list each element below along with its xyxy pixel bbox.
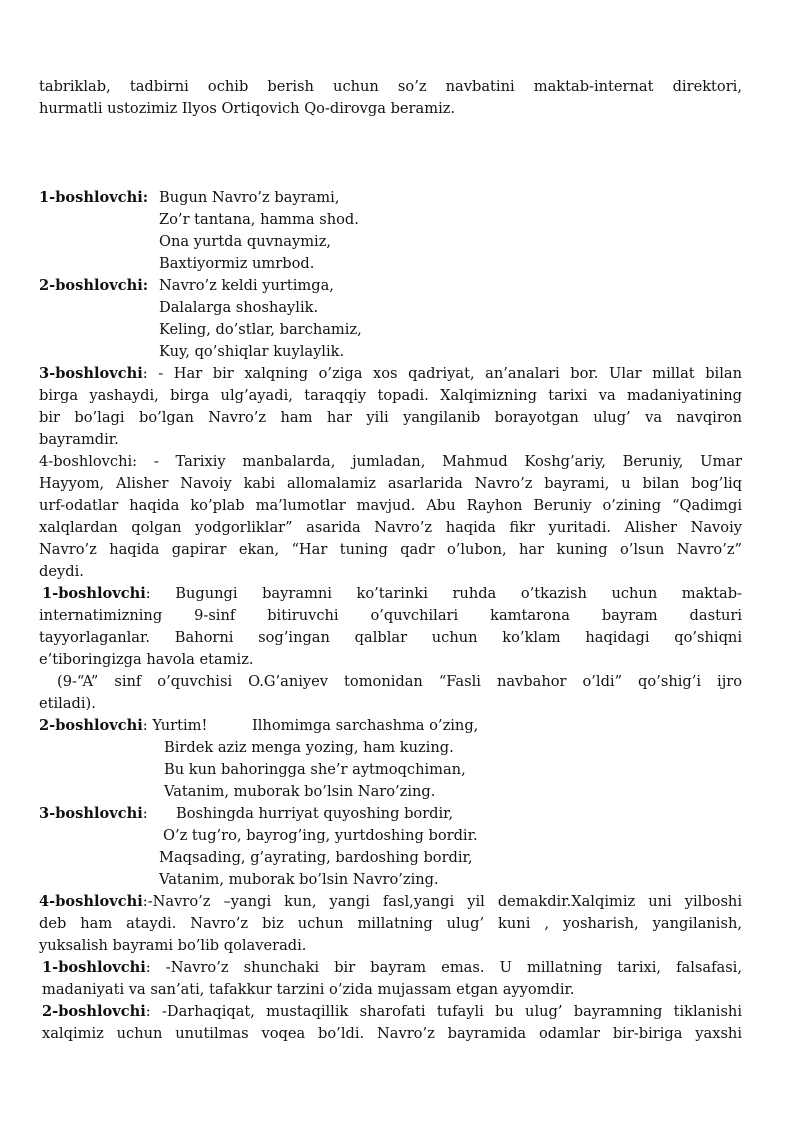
text-line: : - Har bir xalqning o’ziga xos qadriyat, an’analari bor. Ular millat bilan bbox=[142, 365, 742, 382]
verse-line: O’z tug’ro, bayrog’ing, yurtdoshing bordir. bbox=[163, 827, 478, 844]
stage-note bbox=[57, 671, 742, 693]
verse-line: Birdek aziz menga yozing, ham kuzing. bbox=[164, 739, 454, 756]
text-line: : -Darhaqiqat, mustaqillik sharofati tufayli bu ulug’ bayramning tiklanishi bbox=[145, 1003, 742, 1020]
speaker-line bbox=[39, 803, 148, 825]
verse-line: Ona yurtda quvnaymiz, bbox=[159, 233, 332, 250]
speaker-separator: : Yurtim! bbox=[142, 717, 208, 734]
verse-line: Kuy, qo’shiqlar kuylaylik. bbox=[159, 343, 345, 360]
speaker-label: 1-boshlovchi bbox=[42, 585, 146, 602]
text-line: 4-boshlovchi: - Tarixiy manbalarda, jumladan, Mahmud Koshg’ariy, Beruniy, Umar bbox=[39, 453, 742, 470]
verse-line: Dalalarga shoshaylik. bbox=[159, 299, 319, 316]
speaker-label: 1-boshlovchi bbox=[42, 959, 146, 976]
text-line: : -Navro’z shunchaki bir bayram emas. U millatning tarixi, falsafasi, bbox=[145, 959, 742, 976]
verse-line: Bugun Navro’z bayrami, bbox=[159, 189, 340, 206]
verse-line: Maqsading, g’ayrating, bardoshing bordir, bbox=[159, 849, 473, 866]
text-line: xalqlardan qolgan yodgorliklar” asarida Navro’z haqida fikr yuritadi. Alisher Navoiy bbox=[39, 519, 742, 536]
text-line: tayyorlaganlar. Bahorni sog’ingan qalblar uchun ko’klam haqidagi qo’shiqni bbox=[39, 629, 742, 646]
verse-line: Bu kun bahoringga she’r aytmoqchiman, bbox=[164, 761, 466, 778]
text-line: hurmatli ustozimiz Ilyos Ortiqovich Qo-dirovga beramiz. bbox=[39, 100, 456, 117]
speaker-label: 2-boshlovchi bbox=[42, 1003, 146, 1020]
speaker-paragraph bbox=[39, 891, 742, 957]
text-line: madaniyati va san’ati, tafakkur tarzini o’zida mujassam etgan ayyomdir. bbox=[42, 981, 575, 998]
text-line: xalqimiz uchun unutilmas voqea bo’ldi. Navro’z bayramida odamlar bir-biriga yaxshi bbox=[42, 1025, 742, 1042]
intro-paragraph bbox=[39, 76, 742, 120]
verse-line: Vatanim, muborak bo’lsin Naro’zing. bbox=[164, 783, 436, 800]
speaker-label: 2-boshlovchi: bbox=[39, 277, 149, 294]
speaker-paragraph-cont bbox=[39, 605, 742, 671]
text-line: birga yashaydi, birga ulg’ayadi, taraqqiy topadi. Xalqimizning tarixi va madaniyatining bbox=[39, 387, 742, 404]
speaker-label: 3-boshlovchi bbox=[39, 805, 143, 822]
text-line: Navro’z haqida gapirar ekan, “Har tuning qadr o’lubon, har kuning o’lsun Navro’z” bbox=[39, 541, 742, 558]
text-line: yuksalish bayrami bo’lib qolaveradi. bbox=[39, 937, 307, 954]
verse-line: Zo’r tantana, hamma shod. bbox=[159, 211, 359, 228]
text-line: bayramdir. bbox=[39, 431, 119, 448]
text-line: bir bo’lagi bo’lgan Navro’z ham har yili yangilanib borayotgan ulug’ va navqiron bbox=[39, 409, 742, 426]
speaker-paragraph bbox=[39, 451, 742, 583]
verse-line: Baxtiyormiz umrbod. bbox=[159, 255, 315, 272]
verse-line: Boshingda hurriyat quyoshing bordir, bbox=[176, 805, 454, 822]
verse-line: Vatanim, muborak bo’lsin Navro’zing. bbox=[159, 871, 439, 888]
speaker-line bbox=[39, 715, 207, 737]
speaker-paragraph bbox=[39, 363, 742, 451]
speaker-label: 1-boshlovchi: bbox=[39, 189, 149, 206]
text-line: : Bugungi bayramni ko’tarinki ruhda o’tkazish uchun maktab- bbox=[145, 585, 742, 602]
text-line: :-Navro’z –yangi kun, yangi fasl,yangi yil demakdir.Xalqimiz uni yilboshi bbox=[142, 893, 742, 910]
speaker-label: 2-boshlovchi bbox=[39, 717, 143, 734]
speaker-paragraph bbox=[42, 957, 742, 979]
text-line: urf-odatlar haqida ko’plab ma’lumotlar mavjud. Abu Rayhon Beruniy o’zining “Qadimgi bbox=[39, 497, 742, 514]
verse-line: Ilhomimga sarchashma o’zing, bbox=[252, 717, 479, 734]
text-line: etiladi). bbox=[39, 695, 96, 712]
text-line: (9-“A” sinf o’quvchisi O.G’aniyev tomonidan “Fasli navbahor o’ldi” qo’shig’i ijro bbox=[57, 673, 742, 690]
text-line: internatimizning 9-sinf bitiruvchi o’quvchilari kamtarona bayram dasturi bbox=[39, 607, 742, 624]
verse-line: Navro’z keldi yurtimga, bbox=[159, 277, 334, 294]
text-line: e’tiboringizga havola etamiz. bbox=[39, 651, 254, 668]
speaker-paragraph bbox=[42, 583, 742, 605]
text-line: Hayyom, Alisher Navoiy kabi allomalamiz asarlarida Navro’z bayrami, u bilan bog’liq bbox=[39, 475, 742, 492]
speaker-separator: : bbox=[142, 805, 148, 822]
text-line: tabriklab, tadbirni ochib berish uchun so’z navbatini maktab-internat direktori, bbox=[39, 78, 742, 95]
speaker-paragraph bbox=[42, 1001, 742, 1045]
speaker-label: 3-boshlovchi bbox=[39, 365, 143, 382]
text-line: deb ham ataydi. Navro’z biz uchun millatning ulug’ kuni , yosharish, yangilanish, bbox=[39, 915, 742, 932]
verse-line: Keling, do’stlar, barchamiz, bbox=[159, 321, 362, 338]
text-line: deydi. bbox=[39, 563, 84, 580]
speaker-label: 4-boshlovchi bbox=[39, 893, 143, 910]
